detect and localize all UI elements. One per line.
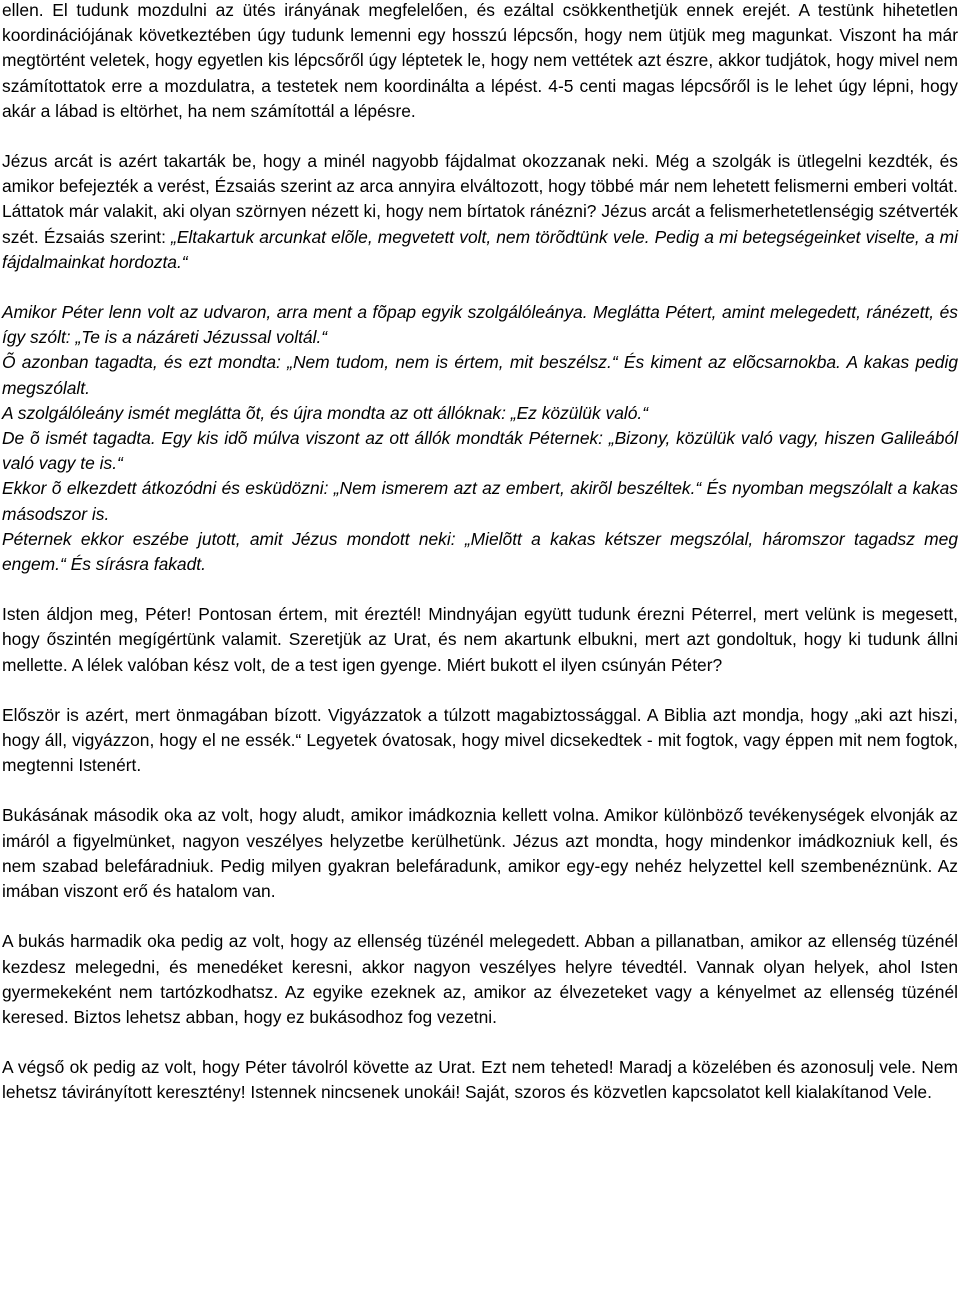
paragraph-second-reason: Bukásának második oka az volt, hogy aludt, amikor imádkoznia kellett volna. Amikor különböző tevékenységek elvonják az imáról a figyelmünket, nagyon veszélyes helyzetbe kerülhetünk. Jézus azt mondta, hogy mindenkor imádkozniuk kell, és nem szabad belefáradniuk. Pedig milyen gyakran belefáradunk, amikor egy-egy nehéz helyzettel kell szembenéznünk. Az imában viszont erő és hatalom van. [2, 805, 958, 902]
paragraph-spacer [2, 778, 958, 803]
paragraph-spacer [2, 904, 958, 929]
paragraph-god-bless-peter: Isten áldjon meg, Péter! Pontosan értem, mit éreztél! Mindnyájan együtt tudunk érezni Péterrel, mert velünk is megesett, hogy őszintén megígértünk valamit. Szeretjük az Urat, és nem akartunk elbukni, mert azt gondoltuk, hogy ki tudunk állni mellette. A lélek valóban kész volt, de a test igen gyenge. Miért bukott el ilyen csúnyán Péter? [2, 604, 958, 675]
scripture-line [2, 426, 958, 476]
scripture-line [2, 476, 958, 526]
paragraph-text: ellen. El tudunk mozdulni az ütés irányának megfelelően, és ezáltal csökkenthetjük ennek erejét. A testünk hihetetlen koordinációjának következtében úgy tudunk lemenni egy hosszú lépcsőn, hogy nem ütjük meg magunkat. Viszont ha már megtörtént veletek, hogy egyetlen kis lépcsőről úgy léptetek le, hogy nem vettétek azt észre, akkor tudjátok, hogy mivel nem számítottatok erre a mozdulatra, a testetek nem koordinálta a lépést. 4-5 centi magas lépcsőről is le lehet úgy lépni, hogy akár a lábad is eltörhet, ha nem számítottál a lépésre. [2, 0, 958, 121]
paragraph-first-reason: Először is azért, mert önmagában bízott. Vigyázzatok a túlzott magabiztossággal. A Biblia azt mondja, hogy „aki azt hiszi, hogy áll, vigyázzon, hogy el ne essék.“ Legyetek óvatosak, hogy mivel dicsekedtek - mit fogtok, vagy éppen mit nem fogtok, megtenni Istenért. [2, 704, 958, 776]
scripture-passage-peter-denial [2, 300, 958, 577]
scripture-line [2, 300, 958, 350]
paragraph-spacer [2, 577, 958, 602]
scripture-text: De õ ismét tagadta. Egy kis idõ múlva viszont az ott állók mondták Péternek: „Bizony, közülük való vagy, hiszen Galileából való vagy te is.“ [2, 428, 958, 474]
scripture-line [2, 350, 958, 400]
scripture-text: Péternek ekkor eszébe jutott, amit Jézus mondott neki: „Mielõtt a kakas kétszer megszólal, háromszor tagadsz meg engem.“ És sírásra fakadt. [2, 528, 958, 575]
scripture-line [2, 401, 958, 426]
paragraph-spacer [2, 275, 958, 300]
scripture-text: A szolgálóleány ismét meglátta õt, és újra mondta az ott állóknak: „Ez közülük való.“ [2, 402, 649, 423]
scripture-text: Amikor Péter lenn volt az udvaron, arra ment a fõpap egyik szolgálóleánya. Meglátta Pétert, amint melegedett, ránézett, és így szólt: [2, 302, 958, 348]
paragraph-final-reason: A végső ok pedig az volt, hogy Péter távolról követte az Urat. Ezt nem teheted! Maradj a közelében és azonosulj vele. Nem lehetsz távirányított keresztény! Istennek nincsenek unokái! Saját, szoros és közvetlen kapcsolatot kell kialakítanod Vele. [2, 1057, 958, 1103]
paragraph-third-reason: A bukás harmadik oka pedig az volt, hogy az ellenség tüzénél melegedett. Abban a pillanatban, amikor az ellenség tüzénél kezdesz melegedni, és menedéket keresni, akkor nagyon veszélyes helyre tévedtél. Vannak olyan helyek, ahol Isten gyermekeként nem tartózkodhatsz. Az egyike ezeknek az, amikor az élvezeteket vagy a kényelmet az ellenség tüzénél keresed. Biztos lehetsz abban, hogy ez bukásodhoz fog vezetni. [2, 931, 958, 1027]
paragraph-spacer [2, 1030, 958, 1055]
scripture-text: Õ azonban tagadta, és ezt mondta: „Nem tudom, nem is értem, mit beszélsz.“ És kiment az elõcsarnokba. A kakas pedig megszólalt. [2, 352, 958, 398]
paragraph-spacer [2, 124, 958, 149]
paragraph-text: Jézus arcát is azért takarták be, hogy a minél nagyobb fájdalmat okozzanak neki. Még a szolgák is ütlegelni kezdték, és amikor befejezték a verést, Ézsaiás szerint az arca annyira elváltozott, hogy többé már nem lehetett felismerni emberi voltát. Láttatok már valakit, aki olyan szörnyen nézett ki, hogy nem bírtatok ránézni? Jézus arcát a felismerhetetlenségig szétverték szét. Ézsaiás szerint: [2, 151, 958, 247]
scripture-text: Ekkor õ elkezdett átkozódni és esküdözni: „Nem ismerem azt az embert, akirõl beszéltek.“ És nyomban megszólalt a kakas másodszor is. [2, 478, 958, 524]
paragraph-fall-coordination [2, 0, 958, 124]
paragraph-jesus-face [2, 149, 958, 275]
document-page [2, 0, 958, 1106]
scripture-line [2, 527, 958, 577]
scripture-quote: „Te is a názáreti Jézussal voltál.“ [75, 327, 328, 348]
isaiah-quote: „Eltakartuk arcunkat elõle, megvetett volt, nem törõdtünk vele. Pedig a mi betegségeinket viselte, a mi fájdalmainkat hordozta.“ [2, 226, 958, 272]
paragraph-spacer [2, 678, 958, 703]
